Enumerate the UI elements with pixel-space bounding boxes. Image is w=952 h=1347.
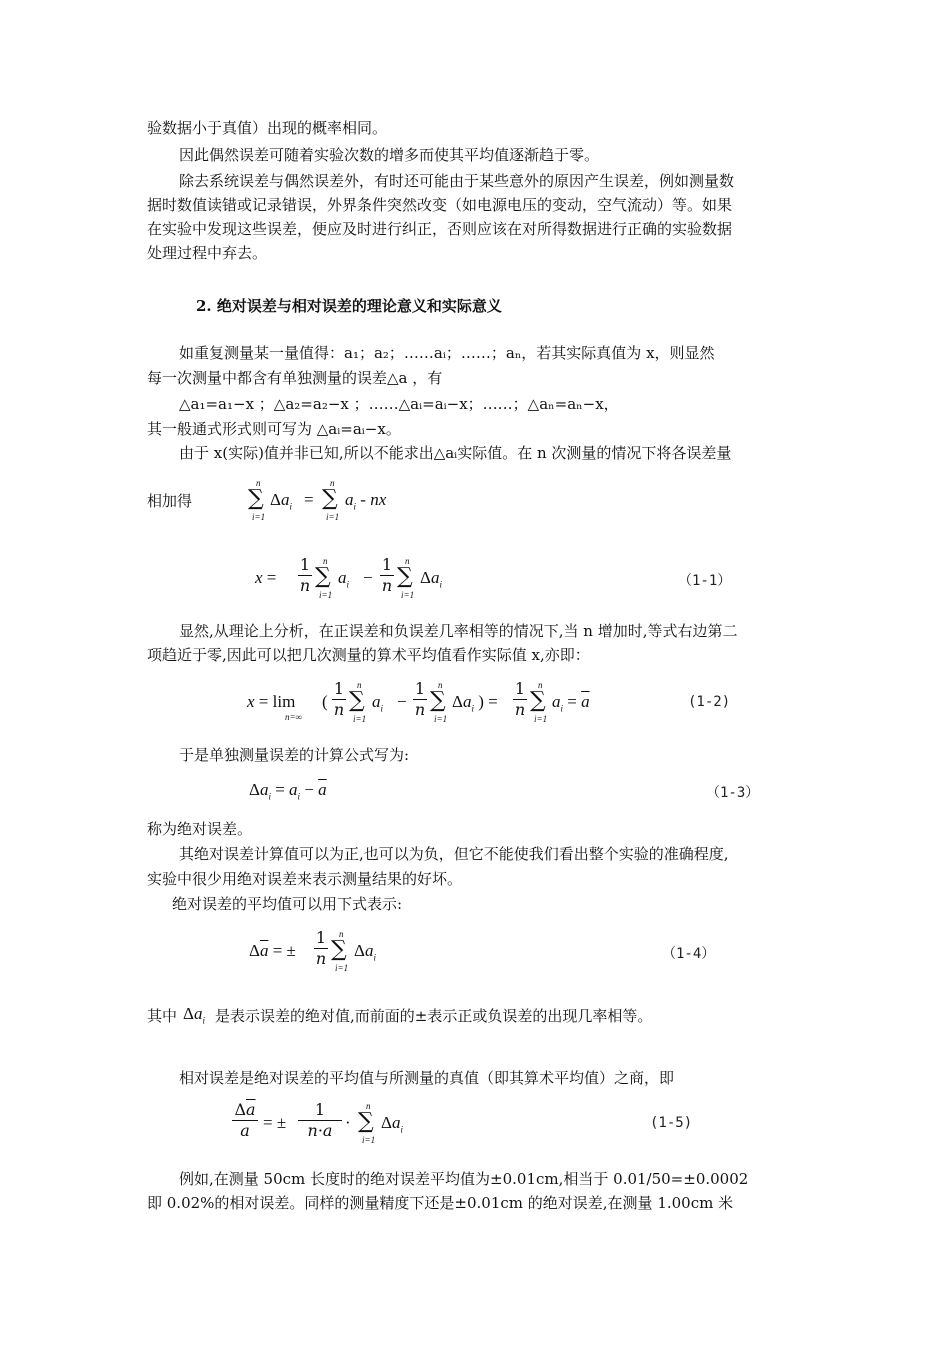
sum-upper: n: [330, 478, 335, 488]
equation-number: （1-4）: [662, 946, 716, 962]
paragraph-line: 即 0.02%的相对误差。同样的测量精度下还是±0.01cm 的绝对误差,在测量 1.00cm 米: [147, 1194, 734, 1212]
paragraph-line: 项趋近于零,因此可以把几次测量的算术平均值看作实际值 x,亦即：: [147, 646, 590, 664]
paragraph-line: 由于 x(实际)值并非已知,所以不能求出△aᵢ实际值。在 n 次测量的情况下将各误差量: [179, 444, 732, 462]
sum-upper: n: [256, 478, 261, 488]
sum-lower: i=1: [326, 512, 340, 522]
paragraph-line: 每一次测量中都含有单独测量的误差△a ，有: [147, 369, 443, 387]
section-heading: 2. 绝对误差与相对误差的理论意义和实际意义: [196, 297, 502, 315]
paragraph-line: 在实验中发现这些误差，便应及时进行纠正，否则应该在对所得数据进行正确的实验数据: [147, 220, 733, 238]
math-expr: $\Delta a_i$: [270, 490, 292, 512]
paragraph-line: 其一般通式形式则可写为 △aᵢ=aᵢ−x。: [147, 420, 401, 438]
math-expr: $a_i$ - nx: [345, 490, 387, 512]
paragraph-line: △a₁=a₁−x ；△a₂=a₂−x ；……△aᵢ=aᵢ−x；……；△aₙ=aₙ−x，: [179, 395, 619, 413]
sigma-symbol: ∑: [248, 486, 264, 511]
equation-number: （1-1）: [678, 573, 732, 589]
paragraph-line: 相对误差是绝对误差的平均值与所测量的真值（即其算术平均值）之商，即: [179, 1069, 675, 1087]
math-inline: $\Delta a_i$: [183, 1004, 205, 1026]
paragraph-line: 因此偶然误差可随着实验次数的增多而使其平均值逐渐趋于零。: [179, 146, 600, 164]
paragraph-line: 实验中很少用绝对误差来表示测量结果的好坏。: [147, 870, 463, 888]
paragraph-line: 据时数值读错或记录错误，外界条件突然改变（如电源电压的变动，空气流动）等。如果: [147, 196, 733, 214]
paragraph-line: 验数据小于真值）出现的概率相同。: [147, 119, 388, 137]
paragraph-line: 显然,从理论上分析，在正误差和负误差几率相等的情况下,当 n 增加时,等式右边第二: [179, 622, 738, 640]
paragraph-line: 其中: [147, 1007, 178, 1025]
paragraph-line: 其绝对误差计算值可以为正,也可以为负，但它不能使我们看出整个实验的准确程度,: [179, 845, 729, 863]
paragraph-line: 于是单独测量误差的计算公式写为:: [179, 746, 410, 764]
paragraph-line: 称为绝对误差。: [147, 820, 253, 838]
document-page: 验数据小于真值）出现的概率相同。 因此偶然误差可随着实验次数的增多而使其平均值逐渐趋于零。 除去系统误差与偶然误差外，有时还可能由于某些意外的原因产生误差，例如测量数 据时数值读错或记录错误，外界条件突然改变（如电源电压的变动，空气流动）等。如果 在实验中发现这些误差，便应及时进行纠正，否则应该在对所得数据进行正确的实验数据 处理过程中弃去。 2. 绝对误差与相对误差的理论意义和实际意义 如重复测量某一量值得：a₁；a₂；……aᵢ；……；aₙ，若其实际真值为 x，则显然 每一次测量中都含有单独测量的误差△a ，有 △a₁=a₁−x ；△a₂=a₂−x ；……△aᵢ=aᵢ−x；……；△aₙ=aₙ−x， 其一般通式形式则可写为 △aᵢ=aᵢ−x。 由于 x(实际)值并非已知,所以不能求出△aᵢ实际值。在 n 次测量的情况下将各误差量 相加得 n ∑ i=1 $\Delta a_i$ = n ∑ i=1 $a_i$ - nx x = 1 n n ∑ i=1 $a_i$ − 1 n n ∑ i=1 $\Delta a_i$ （1-1） 显然,从理论上分析，在正误差和负误差几率相等的情况下,当 n 增加时,等式右边第二 项趋近于零,因此可以把几次测量的算术平均值看作实际值 x,亦即： x = lim n=∞ ( 1 n n ∑ i=1 $a_i$ − 1 n n ∑ i=1 $\Delta a_i$ ) = 1 n n ∑ i=1 $a_i = \overline{a}$ (1-2) 于是单独测量误差的计算公式写为: $\Delta a_i = a_i - \overline{a}$ （1-3） 称为绝对误差。 其绝对误差计算值可以为正,也可以为负，但它不能使我们看出整个实验的准确程度, 实验中很少用绝对误差来表示测量结果的好坏。 绝对误差的平均值可以用下式表示: $\Delta\overline{a}$ = ± 1 n n ∑ i=1 $\Delta a_i$ （1-4） 其中 $\Delta a_i$ 是表示误差的绝对值,而前面的±表示正或负误差的出现几率相等。 相对误差是绝对误差的平均值与所测量的真值（即其算术平均值）之商，即 $\Delta\overline{a}$ $\overline{a}$ = ± 1 $n\cdot\overline{a}$ · n ∑ i=1 $\Delta a_i$ (1-5) 例如,在测量 50cm 长度时的绝对误差平均值为±0.01cm,相当于 0.01/50=±0.0002 即 0.02%的相对误差。同样的测量精度下还是±0.01cm 的绝对误差,在测量 1.00cm 米: [147, 119, 760, 1212]
equation-number: (1-5): [650, 1115, 693, 1131]
paragraph-line: 绝对误差的平均值可以用下式表示:: [172, 895, 403, 913]
sum-lower: i=1: [252, 512, 266, 522]
equation-number: (1-2): [688, 694, 731, 710]
sigma-symbol: ∑: [322, 486, 338, 511]
paragraph-line: 例如,在测量 50cm 长度时的绝对误差平均值为±0.01cm,相当于 0.01/50=±0.0002: [179, 1170, 749, 1188]
paragraph-line: 是表示误差的绝对值,而前面的±表示正或负误差的出现几率相等。: [215, 1007, 653, 1025]
paragraph-line: 如重复测量某一量值得：a₁；a₂；……aᵢ；……；aₙ，若其实际真值为 x，则显然: [179, 344, 715, 362]
paragraph-line: 除去系统误差与偶然误差外，有时还可能由于某些意外的原因产生误差，例如测量数: [179, 172, 735, 190]
paragraph-line: 处理过程中弃去。: [147, 244, 268, 262]
math-expr: =: [304, 490, 314, 509]
equation-number: （1-3）: [706, 785, 760, 801]
paragraph-line: 相加得: [147, 492, 193, 510]
